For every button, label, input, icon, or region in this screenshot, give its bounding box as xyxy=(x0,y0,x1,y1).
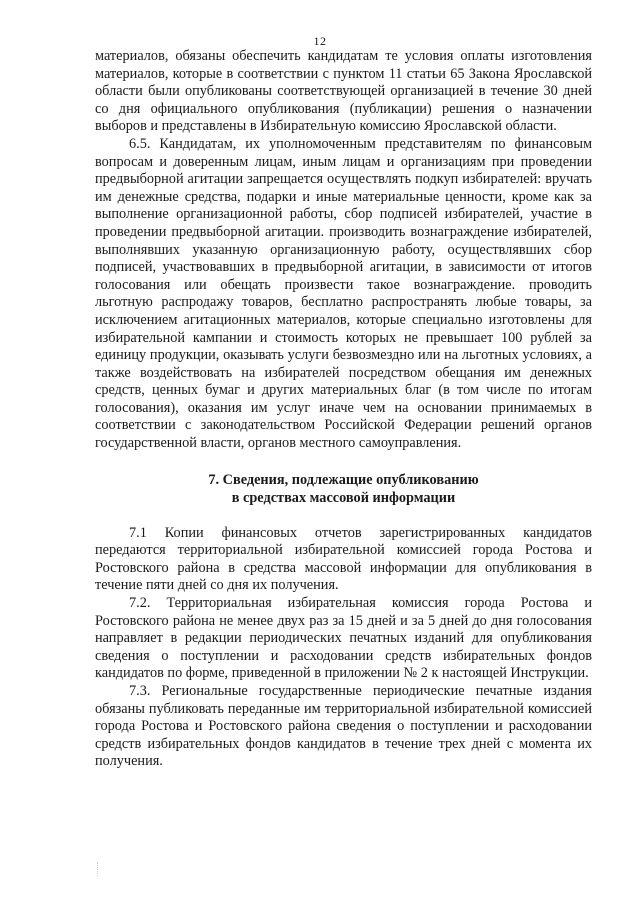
paragraph-7-2: 7.2. Территориальная избирательная комиссия города Ростова и Ростовского района не менее двух раз за 15 дней и за 5 дней до дня голосования направляет в редакции периодических печатных изданий для опубликования сведения о поступлении и расходовании средств избирательных фондов кандидатов по форме, приведенной в приложении № 2 к настоящей Инструкции. xyxy=(95,595,592,682)
paragraph-7-1: 7.1 Копии финансовых отчетов зарегистрированных кандидатов передаются территориальной избирательной комиссией города Ростова и Ростовского района в средства массовой информации для опубликования в течение пяти дней со дня их получения. xyxy=(95,524,592,594)
section-title-line-1: 7. Сведения, подлежащие опубликованию xyxy=(208,471,479,488)
paragraph-continuation: материалов, обязаны обеспечить кандидатам те условия оплаты изготовления материалов, которые в соответствии с пунктом 11 статьи 65 Закона Ярославской области были опубликованы соответствующей организацией в течение 30 дней со дня официального опубликования (публикации) решения о назначении выборов и представлены в Избирательную комиссию Ярославской области. xyxy=(95,48,592,135)
document-body xyxy=(95,48,592,771)
section-heading xyxy=(95,471,592,507)
section-title-line-2: в средствах массовой информации xyxy=(231,489,456,506)
paragraph-7-3: 7.3. Региональные государственные периодические печатные издания обязаны публиковать переданные им территориальной избирательной комиссией города Ростова и Ростовского района сведения о поступлении и расходовании средств избирательных фондов кандидатов в течение трех дней с момента их получения. xyxy=(95,683,592,770)
page-number: 12 xyxy=(313,34,327,48)
paragraph-6-5: 6.5. Кандидатам, их уполномоченным представителям по финансовым вопросам и доверенным лицам, иным лицам и организациям при проведении предвыборной агитации запрещается осуществлять подкуп избирателей: вручать им денежные средства, подарки и иные материальные ценности, кроме как за выполнение организационной работы, сбор подписей избирателей, участие в проведении предвыборной агитации. производить вознаграждение избирателей, выполнявших указанную организационную работу, осуществлявших сбор подписей, участвовавших в предвыборной агитации, в зависимости от итогов голосования или обещать произвести такое вознаграждение. проводить льготную распродажу товаров, бесплатно распространять любые товары, за исключением агитационных материалов, которые специально изготовлены для избирательной кампании и стоимость которых не превышает 100 рублей за единицу продукции, оказывать услуги безвозмездно или на льготных условиях, а также воздействовать на избирателей посредством обещания им денежных средств, ценных бумаг и других материальных благ (в том числе по итогам голосования), оказания им услуг иначе чем на основании принимаемых в соответствии с законодательством Российской Федерации решений органов государственной власти, органов местного самоуправления. xyxy=(95,135,592,452)
scan-artifact xyxy=(97,862,100,876)
